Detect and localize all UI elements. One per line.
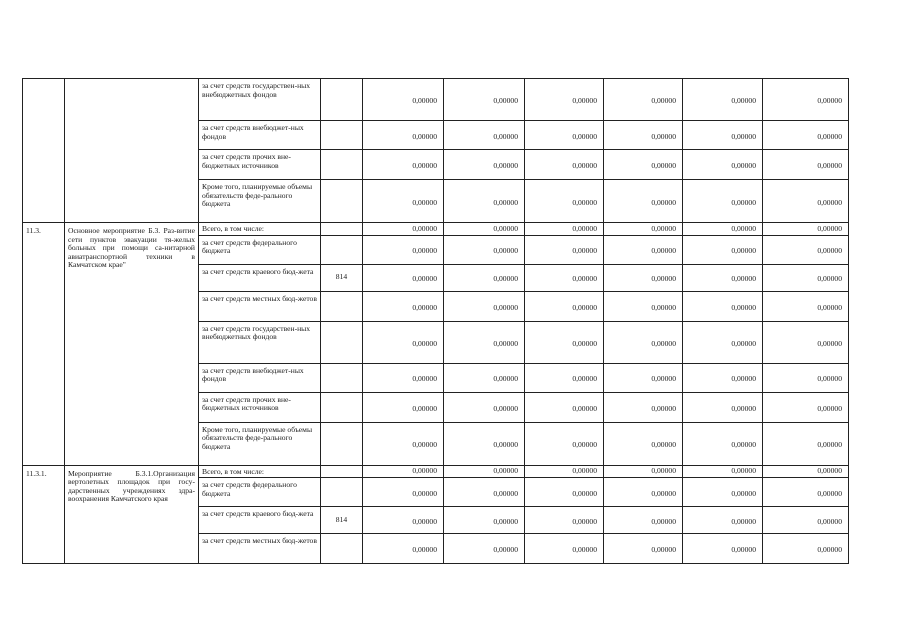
amount-cell: 0,00000 [525, 180, 604, 223]
budget-table-sheet [22, 78, 848, 564]
amount-cell: 0,00000 [683, 465, 763, 478]
amount-cell: 0,00000 [604, 223, 683, 236]
amount-cell: 0,00000 [444, 264, 525, 291]
amount-cell: 0,00000 [525, 223, 604, 236]
amount-cell: 0,00000 [604, 321, 683, 363]
budget-code [321, 79, 363, 121]
budget-code [321, 534, 363, 564]
amount-cell: 0,00000 [525, 392, 604, 422]
budget-code [321, 422, 363, 465]
amount-cell: 0,00000 [525, 79, 604, 121]
funding-source-label: за счет средств краевого бюд-жета [199, 264, 321, 291]
amount-cell: 0,00000 [683, 79, 763, 121]
amount-cell: 0,00000 [763, 507, 849, 534]
funding-source-label: Всего, в том числе: [199, 223, 321, 236]
amount-cell: 0,00000 [683, 478, 763, 507]
amount-cell: 0,00000 [444, 180, 525, 223]
amount-cell: 0,00000 [444, 465, 525, 478]
amount-cell: 0,00000 [363, 363, 444, 392]
amount-cell: 0,00000 [363, 235, 444, 264]
amount-cell: 0,00000 [683, 150, 763, 180]
amount-cell: 0,00000 [683, 507, 763, 534]
amount-cell: 0,00000 [763, 392, 849, 422]
amount-cell: 0,00000 [525, 121, 604, 150]
amount-cell: 0,00000 [683, 321, 763, 363]
amount-cell: 0,00000 [604, 180, 683, 223]
row-number [23, 79, 65, 223]
amount-cell: 0,00000 [363, 478, 444, 507]
amount-cell: 0,00000 [763, 363, 849, 392]
budget-code [321, 363, 363, 392]
budget-code [321, 478, 363, 507]
amount-cell: 0,00000 [763, 79, 849, 121]
amount-cell: 0,00000 [763, 235, 849, 264]
amount-cell: 0,00000 [604, 392, 683, 422]
amount-cell: 0,00000 [763, 150, 849, 180]
amount-cell: 0,00000 [763, 321, 849, 363]
amount-cell: 0,00000 [363, 321, 444, 363]
budget-code [321, 321, 363, 363]
amount-cell: 0,00000 [525, 363, 604, 392]
amount-cell: 0,00000 [363, 150, 444, 180]
amount-cell: 0,00000 [525, 264, 604, 291]
funding-source-label: за счет средств государствен-ных внебюджетных фондов [199, 321, 321, 363]
amount-cell: 0,00000 [604, 121, 683, 150]
amount-cell: 0,00000 [525, 478, 604, 507]
amount-cell: 0,00000 [363, 392, 444, 422]
amount-cell: 0,00000 [444, 79, 525, 121]
amount-cell: 0,00000 [604, 264, 683, 291]
budget-code [321, 291, 363, 321]
amount-cell: 0,00000 [763, 223, 849, 236]
amount-cell: 0,00000 [525, 534, 604, 564]
amount-cell: 0,00000 [683, 422, 763, 465]
amount-cell: 0,00000 [683, 392, 763, 422]
funding-source-label: за счет средств прочих вне-бюджетных источников [199, 392, 321, 422]
amount-cell: 0,00000 [363, 422, 444, 465]
budget-code [321, 121, 363, 150]
amount-cell: 0,00000 [363, 465, 444, 478]
amount-cell: 0,00000 [444, 291, 525, 321]
row-number: 11.3.1. [23, 465, 65, 564]
amount-cell: 0,00000 [604, 534, 683, 564]
activity-name: Мероприятие Б.3.1.Организация вертолетных площадок при госу-дарственных учреждениях здра-воохранения Камчатского края [65, 465, 199, 564]
amount-cell: 0,00000 [363, 534, 444, 564]
funding-source-label: за счет средств внебюджет-ных фондов [199, 121, 321, 150]
amount-cell: 0,00000 [525, 150, 604, 180]
amount-cell: 0,00000 [683, 180, 763, 223]
funding-source-label: за счет средств прочих вне-бюджетных источников [199, 150, 321, 180]
funding-source-label: Кроме того, планируемые объемы обязательств феде-рального бюджета [199, 422, 321, 465]
amount-cell: 0,00000 [444, 507, 525, 534]
funding-source-label: за счет средств краевого бюд-жета [199, 507, 321, 534]
budget-code [321, 392, 363, 422]
amount-cell: 0,00000 [525, 321, 604, 363]
amount-cell: 0,00000 [604, 422, 683, 465]
budget-code [321, 150, 363, 180]
funding-source-label: за счет средств федерального бюджета [199, 235, 321, 264]
amount-cell: 0,00000 [444, 478, 525, 507]
amount-cell: 0,00000 [444, 534, 525, 564]
amount-cell: 0,00000 [363, 79, 444, 121]
amount-cell: 0,00000 [604, 235, 683, 264]
amount-cell: 0,00000 [604, 150, 683, 180]
amount-cell: 0,00000 [683, 223, 763, 236]
activity-name [65, 79, 199, 223]
table-row [23, 465, 849, 478]
amount-cell: 0,00000 [363, 291, 444, 321]
amount-cell: 0,00000 [683, 534, 763, 564]
amount-cell: 0,00000 [363, 121, 444, 150]
row-number: 11.3. [23, 223, 65, 466]
budget-code [321, 465, 363, 478]
amount-cell: 0,00000 [763, 422, 849, 465]
amount-cell: 0,00000 [763, 534, 849, 564]
amount-cell: 0,00000 [444, 422, 525, 465]
amount-cell: 0,00000 [525, 291, 604, 321]
funding-source-label: за счет средств внебюджет-ных фондов [199, 363, 321, 392]
amount-cell: 0,00000 [525, 507, 604, 534]
amount-cell: 0,00000 [604, 507, 683, 534]
budget-code [321, 180, 363, 223]
budget-code [321, 235, 363, 264]
amount-cell: 0,00000 [444, 121, 525, 150]
table-row [23, 79, 849, 121]
amount-cell: 0,00000 [525, 235, 604, 264]
amount-cell: 0,00000 [683, 291, 763, 321]
amount-cell: 0,00000 [604, 478, 683, 507]
funding-source-label: за счет средств местных бюд-жетов [199, 534, 321, 564]
amount-cell: 0,00000 [763, 121, 849, 150]
amount-cell: 0,00000 [683, 235, 763, 264]
amount-cell: 0,00000 [763, 478, 849, 507]
funding-source-label: Кроме того, планируемые объемы обязательств феде-рального бюджета [199, 180, 321, 223]
amount-cell: 0,00000 [363, 180, 444, 223]
amount-cell: 0,00000 [604, 465, 683, 478]
amount-cell: 0,00000 [683, 264, 763, 291]
funding-source-label: за счет средств местных бюд-жетов [199, 291, 321, 321]
amount-cell: 0,00000 [683, 121, 763, 150]
budget-code: 814 [321, 264, 363, 291]
budget-table [22, 78, 849, 564]
amount-cell: 0,00000 [363, 264, 444, 291]
amount-cell: 0,00000 [763, 180, 849, 223]
amount-cell: 0,00000 [363, 223, 444, 236]
amount-cell: 0,00000 [683, 363, 763, 392]
amount-cell: 0,00000 [763, 264, 849, 291]
amount-cell: 0,00000 [525, 465, 604, 478]
amount-cell: 0,00000 [444, 235, 525, 264]
amount-cell: 0,00000 [444, 363, 525, 392]
amount-cell: 0,00000 [604, 363, 683, 392]
funding-source-label: за счет средств федерального бюджета [199, 478, 321, 507]
table-row [23, 223, 849, 236]
amount-cell: 0,00000 [763, 291, 849, 321]
amount-cell: 0,00000 [444, 150, 525, 180]
amount-cell: 0,00000 [604, 291, 683, 321]
activity-name: Основное мероприятие Б.3. Раз-витие сети пунктов эвакуации тя-желых больных при помощи са-нитарной авиатранспортной техники в Камчатском крае" [65, 223, 199, 466]
funding-source-label: Всего, в том числе: [199, 465, 321, 478]
amount-cell: 0,00000 [525, 422, 604, 465]
amount-cell: 0,00000 [363, 507, 444, 534]
funding-source-label: за счет средств государствен-ных внебюджетных фондов [199, 79, 321, 121]
amount-cell: 0,00000 [444, 392, 525, 422]
budget-code: 814 [321, 507, 363, 534]
budget-code [321, 223, 363, 236]
amount-cell: 0,00000 [444, 321, 525, 363]
amount-cell: 0,00000 [763, 465, 849, 478]
amount-cell: 0,00000 [444, 223, 525, 236]
amount-cell: 0,00000 [604, 79, 683, 121]
